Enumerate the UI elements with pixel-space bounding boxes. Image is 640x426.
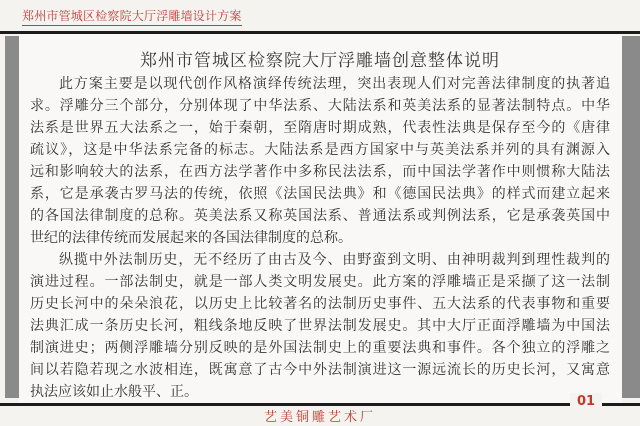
body-text-line: 的各国法律制度的总称。英美法系又称英国法系、普通法系或判例法系，它是承袭英国中 [30,208,610,224]
body-text-line: 间以若隐若现之水波相连，既寓意了古今中外法制演进这一源远流长的历史长河，又寓意 [30,362,610,378]
body-text-line: 远和影响较大的法系，在西方法学著作中多称民法法系，而中国法学著作中则惯称大陆法 [30,164,610,180]
body-text-block [30,73,610,403]
body-text-line: 制演进史；两侧浮雕墙分别反映的是外国法制史上的重要法典和事件。各个独立的浮雕之 [30,340,610,356]
body-text-line: 系，它是承袭古罗马法的传统，依照《法国民法典》和《德国民法典》的样式而建立起来 [30,186,610,202]
document-title: 郑州市管城区检察院大厅浮雕墙创意整体说明 [140,51,500,71]
body-text-line: 法典汇成一条历史长河，粗线条地反映了世界法制发展史。其中大厅正面浮雕墙为中国法 [30,318,610,334]
page-header-text: 郑州市管城区检察院大厅浮雕墙设计方案 [22,8,242,26]
body-text-line: 演进过程。一部法制史，就是一部人类文明发展史。此方案的浮雕墙正是采撷了这一法制 [30,274,610,290]
body-text-line: 历史长河中的朵朵浪花，以历史上比较著名的法制历史事件、五大法系的代表事物和重要 [30,296,610,312]
body-text-line: 法系是世界五大法系之一，始于秦朝，至隋唐时期成熟，代表性法典是保存至今的《唐律 [30,120,610,136]
page-number: 01 [570,393,602,410]
body-text-line: 执法应该如止水般平、正。 [30,384,198,400]
body-text-line: 此方案主要是以现代创作风格演绎传统法理，突出表现人们对完善法律制度的执著追 [59,76,610,92]
right-side-rail [622,36,640,398]
body-text-line: 求。浮雕分三个部分，分别体现了中华法系、大陆法系和英美法系的显著法制特点。中华 [30,98,610,114]
body-text-line: 疏议》，这是中华法系完备的标志。大陆法系是西方国家中与英美法系并列的具有渊源入 [30,142,610,158]
top-horizontal-rule [0,31,640,34]
body-text-line: 世纪的法律传统而发展起来的各国法律制度的总称。 [30,230,352,246]
body-text-line: 纵揽中外法制历史，无不经历了由古及今、由野蛮到文明、由神明裁判到理性裁判的 [59,252,610,268]
left-side-rail [5,36,19,398]
page-footer-text: 艺美铜雕艺术厂 [263,410,376,425]
